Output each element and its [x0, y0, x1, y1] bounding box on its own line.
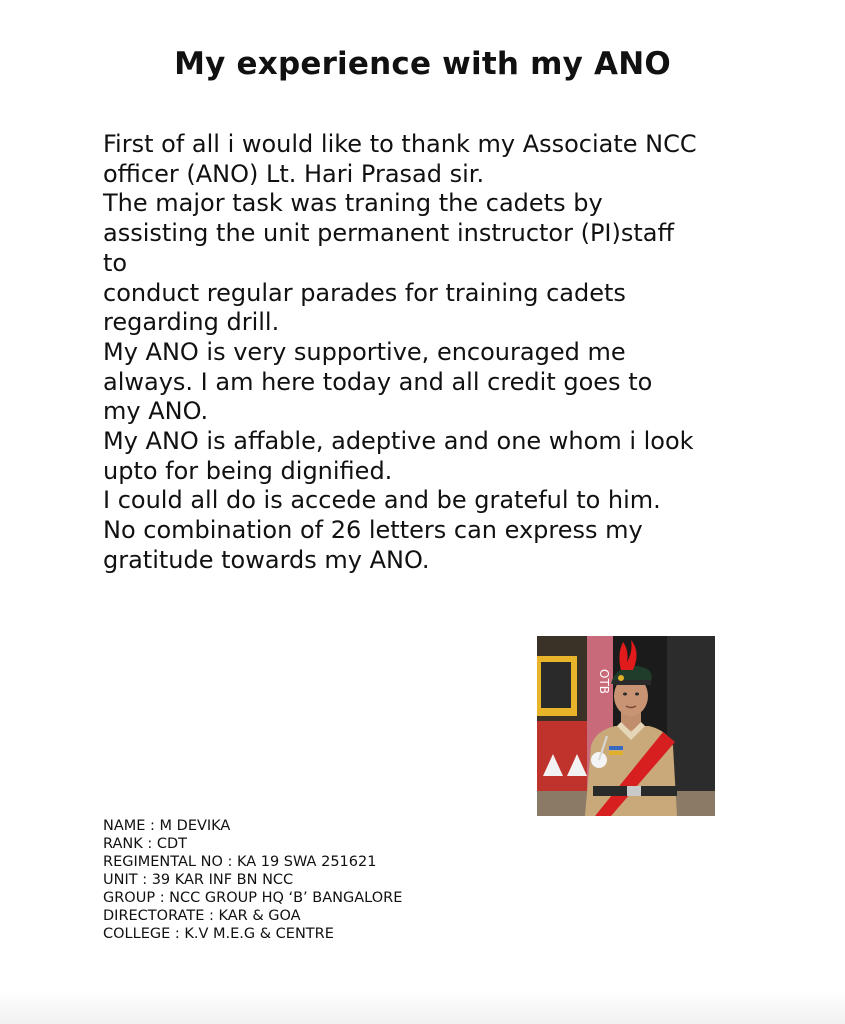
- paragraph-line: regarding drill.: [103, 308, 280, 337]
- paragraph-line: my ANO.: [103, 397, 209, 426]
- paragraph-line: always. I am here today and all credit goes to: [103, 367, 653, 396]
- paragraph-line: assisting the unit permanent instructor (PI)staff: [103, 219, 675, 248]
- paragraph-line: officer (ANO) Lt. Hari Prasad sir.: [103, 159, 485, 188]
- paragraph-line: No combination of 26 letters can express my: [103, 516, 643, 545]
- page-bottom-edge: [0, 990, 845, 1024]
- cadet-college: COLLEGE : K.V M.E.G & CENTRE: [103, 926, 334, 942]
- paragraph-line: The major task was traning the cadets by: [103, 189, 603, 218]
- paragraph-line: gratitude towards my ANO.: [103, 545, 430, 574]
- testimonial-paragraph: [103, 130, 753, 576]
- regimental-number: REGIMENTAL NO : KA 19 SWA 251621: [103, 854, 377, 870]
- paragraph-line: upto for being dignified.: [103, 456, 393, 485]
- cadet-photo: [537, 636, 715, 816]
- page-title: My experience with my ANO: [174, 46, 671, 82]
- paragraph-line: My ANO is affable, adeptive and one whom i look: [103, 427, 694, 456]
- svg-text:OTB: OTB: [597, 669, 611, 695]
- cadet-name: NAME : M DEVIKA: [103, 818, 231, 834]
- cadet-directorate: DIRECTORATE : KAR & GOA: [103, 908, 301, 924]
- cadet-unit: UNIT : 39 KAR INF BN NCC: [103, 872, 294, 888]
- cadet-group: GROUP : NCC GROUP HQ ‘B’ BANGALORE: [103, 890, 403, 906]
- paragraph-line: I could all do is accede and be grateful to him.: [103, 486, 661, 515]
- cadet-rank: RANK : CDT: [103, 836, 188, 852]
- paragraph-line: to: [103, 248, 128, 277]
- paragraph-line: conduct regular parades for training cadets: [103, 278, 626, 307]
- cadet-details: [103, 817, 402, 943]
- paragraph-line: First of all i would like to thank my Associate NCC: [103, 130, 697, 158]
- paragraph-line: My ANO is very supportive, encouraged me: [103, 337, 626, 366]
